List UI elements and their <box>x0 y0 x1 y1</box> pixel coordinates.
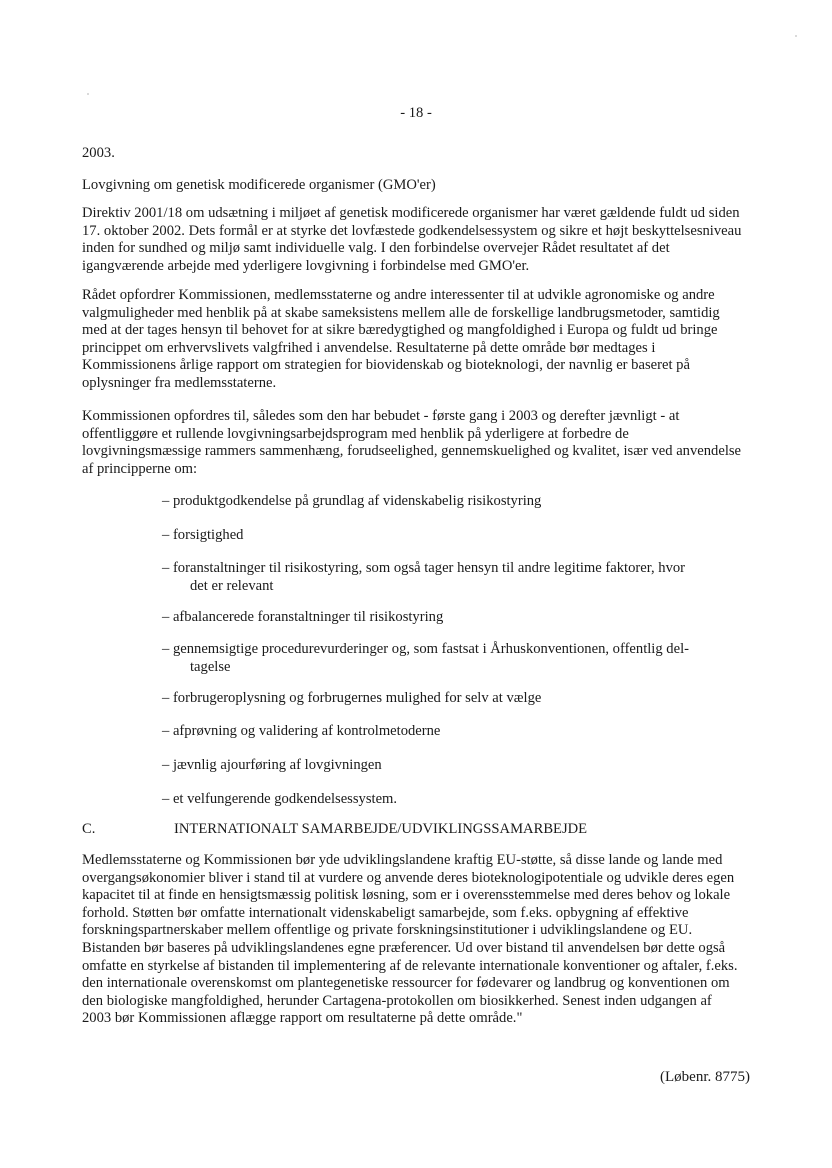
scan-speck <box>87 93 89 95</box>
page-number: - 18 - <box>400 105 432 121</box>
section-letter: C. <box>82 821 96 837</box>
list-item: – jævnlig ajourføring af lovgivningen <box>162 757 382 773</box>
paragraph-directive: Direktiv 2001/18 om udsætning i miljøet af genetisk modificerede organismer har været gældende fuldt ud siden 17. oktober 2002. Dets formål er at styrke det lovfæstede godkendelsessystem og sikre et højt beskyttelsesniveau inden for sundhed og miljø samt individuelle valg. I den forbindelse overvejer Rådet resultatet af det igangværende arbejde med yderligere lovgivning i forbindelse med GMO'er. <box>82 205 742 274</box>
list-item: – afprøvning og validering af kontrolmetoderne <box>162 723 441 739</box>
section-heading: Lovgivning om genetisk modificerede organismer (GMO'er) <box>82 177 436 193</box>
list-item: – foranstaltninger til risikostyring, som også tager hensyn til andre legitime faktorer, hvor det er relevant <box>162 560 686 594</box>
list-item: – afbalancerede foranstaltninger til risikostyring <box>162 609 444 625</box>
list-item: – gennemsigtige procedurevurderinger og, som fastsat i Århuskonventionen, offentlig del- tagelse <box>162 641 689 675</box>
reference-number: (Løbenr. 8775) <box>660 1069 750 1085</box>
year-line: 2003. <box>82 145 115 161</box>
section-title: INTERNATIONALT SAMARBEJDE/UDVIKLINGSSAMARBEJDE <box>174 821 588 837</box>
scan-speck <box>795 35 797 37</box>
paragraph-international-cooperation: Medlemsstaterne og Kommissionen bør yde udviklingslandene kraftig EU-støtte, så disse lande og lande med overgangsøkonomier bliver i stand til at vurdere og anvende deres bioteknologipotentiale og udvikle deres egen kapacitet til at finde en hensigtsmæssig politisk løsning, som er i overensstemmelse med deres behov og lokale forhold. Støtten bør omfatte internationalt videnskabeligt samarbejde, som f.eks. opbygning af effektive forskningspartnerskaber mellem offentlige og private forskningsinstitutioner i udviklingslandene og EU. Bistanden bør baseres på udviklingslandenes egne præferencer. Ud over bistand til anvendelsen bør dette også omfatte en styrkelse af bistanden til implementering af de relevante internationale konventioner og aftaler, f.eks. den internationale overenskomst om plantegenetiske ressourcer for fødevarer og landbrug og konventionen om den biologiske mangfoldighed, herunder Cartagena-protokollen om biosikkerhed. Senest inden udgangen af 2003 bør Kommissionen aflægge rapport om resultaterne på dette område." <box>82 852 738 1027</box>
paragraph-commission-invited: Kommissionen opfordres til, således som den har bebudet - første gang i 2003 og derefter jævnligt - at offentliggøre et rullende lovgivningsarbejdsprogram med henblik på yderligere at forbedre de lovgivningsmæssige rammers sammenhæng, forudseelighed, gennemskuelighed og kvalitet, især ved anvendelse af principperne om: <box>82 408 742 477</box>
paragraph-council-calls: Rådet opfordrer Kommissionen, medlemsstaterne og andre interessenter til at udvikle agronomiske og andre valgmuligheder med henblik på at skabe sameksistens mellem alle de forskellige landbrugsmetoder, samtidig med at der tages hensyn til behovet for at sikre bæredygtighed og mangfoldighed i Europa og fuldt ud bringe princippet om erhvervslivets valgfrihed i anvendelse. Resultaterne på dette område bør medtages i Kommissionens årlige rapport om strategien for biovidenskab og bioteknologi, der navnlig er baseret på oplysninger fra medlemsstaterne. <box>82 287 720 391</box>
list-item: – produktgodkendelse på grundlag af videnskabelig risikostyring <box>162 493 542 509</box>
list-item: – et velfungerende godkendelsessystem. <box>162 791 398 807</box>
list-item: – forbrugeroplysning og forbrugernes mulighed for selv at vælge <box>162 690 542 706</box>
list-item: – forsigtighed <box>162 527 244 543</box>
